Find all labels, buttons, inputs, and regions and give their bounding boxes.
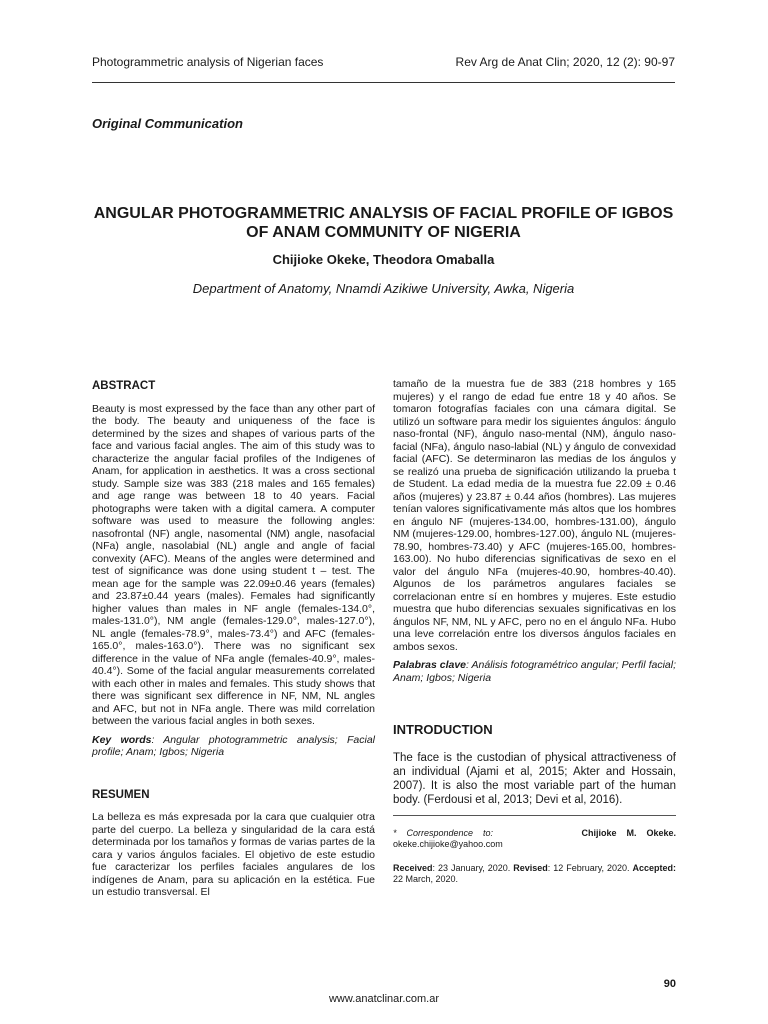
header-divider: [92, 82, 675, 83]
palabras-clave-label: Palabras clave: [393, 659, 467, 671]
resumen-text-part1: La belleza es más expresada por la cara que cualquier otra parte del cuerpo. La belleza y singularidad de la cara está determinada por los tamaños y formas de varias partes de la cara y varios ángulos faciales. El objetivo de este estudio fue caracterizar los perfiles faciales angulares de los indígenes de Anam, para su aplicación en la estética. Fue un estudio transversal. El: [92, 811, 375, 898]
correspondence-name: Chijioke M. Okeke.: [581, 827, 676, 838]
journal-citation: Rev Arg de Anat Clin; 2020, 12 (2): 90-97: [455, 55, 675, 69]
authors: Chijioke Okeke, Theodora Omaballa: [272, 252, 495, 267]
resumen-text-part2: tamaño de la muestra fue de 383 (218 hombres y 165 mujeres) y el rango de edad fue entre 18 y 40 años. Se tomaron fotografías faciales con una cámara digital. Se utilizó un software para medir los siguientes ángulos: ángulo naso-frontal (NF), ángulo naso-mental (NM), ángulo naso-facial (NFa), ángulo naso-labial (NL) y ángulo de convexidad facial (AFC). Se determinaron las medias de los ángulos y se realizó una prueba de significación utilizando la prueba t de Student. La edad media de la muestra fue 22.09 ± 0.46 años (mujeres) y 23.87 ± 0.44 años (hombres). Las mujeres tenían valores significativamente más altos que los hombres en ángulo NF (mujeres-134.00, hombres-131.00), ángulo NM (mujeres-129.00, hombres-127.00), ángulo NL (mujeres-78.90, hombres-73.40) y AFC (mujeres-165.00, hombres-163.00). No hubo diferencias significativas de sexo en el valor del ángulo NFa (mujeres-40.90, hombres-40.40). Algunos de los parámetros angulares faciales se correlacionan entre sí en hombres y mujeres. Este estudio muestra que hubo diferencias sexuales significativas en los ángulos NF, NM, NL y AFC, pero no en el ángulo NFa. Hubo una leve correlación entre los diversos ángulos faciales en ambos sexos.: [393, 378, 676, 653]
correspondence-email: okeke.chijioke@yahoo.com: [393, 839, 503, 849]
correspondence-line: [393, 828, 676, 840]
footnote-divider: [393, 815, 676, 816]
palabras-clave-text: : Análisis fotogramétrico angular; Perfil facial; Anam; Igbos; Nigeria: [393, 659, 676, 684]
received-label: Received: [393, 862, 433, 873]
introduction-heading: INTRODUCTION: [393, 722, 493, 737]
article-title: ANGULAR PHOTOGRAMMETRIC ANALYSIS OF FACIAL PROFILE OF IGBOS OF ANAM COMMUNITY OF NIGERIA: [93, 205, 674, 241]
abstract-keywords: [92, 734, 375, 759]
left-column: [92, 380, 375, 899]
footer-url[interactable]: www.anatclinar.com.ar: [328, 993, 440, 1005]
revised-label: Revised: [513, 862, 548, 873]
abstract-text: Beauty is most expressed by the face than any other part of the body. The beauty and uniqueness of the face is determined by the sizes and shapes of various parts of the face and various facial angles. The aim of this study was to characterize the angular facial profiles of the Indigenes of Anam, for application in aesthetics. It was a cross sectional study. Sample size was 383 (218 males and 165 females) and age range was between 18 to 40 years. Facial photographs were taken with a digital camera. A computer software was used to measure the following angles: nasofrontal (NF) angle, nasomental (NM) angle, nasofacial (NFa) angle, nasolabial (NL) angle and angle of facial convexity (AFC). Means of the angles were determined and test of significance was done using student t – test. The mean age for the sample was 22.09±0.46 years (females) and 23.87±0.44 years (males). Females had significantly higher values than males in NF angle (females-134.0°, males-131.0°), NM angle (females-129.0°, males-127.0°), NL angle (females-78.9°, males-73.4°) and AFC (females-165.0°, males-163.0°). There was no significant sex difference in the value of NFa angle (females-40.9°, males-40.4°). Some of the facial angular measurements correlated with each other in males and females. This study shows that there was significant sex difference in NF, NM, NL angles and AFC, but not in NFa angle. There was mild correlation between the various facial angles in both sexes.: [92, 402, 375, 727]
section-type: Original Communication: [92, 116, 243, 131]
received-date: : 23 January, 2020.: [432, 862, 514, 873]
page-number: 90: [663, 978, 676, 990]
affiliation: Department of Anatomy, Nnamdi Azikiwe University, Awka, Nigeria: [192, 281, 575, 296]
keywords-label: Key words: [92, 733, 152, 746]
running-header-title: Photogrammetric analysis of Nigerian faces: [92, 55, 324, 69]
resumen-keywords: [393, 659, 676, 684]
introduction-text: The face is the custodian of physical attractiveness of an individual (Ajami et al, 2015; Akter and Hossain, 2007). It is also the most variable part of the human body. (Ferdousi et al, 2013; Devi et al, 2016).: [393, 751, 676, 806]
abstract-heading: ABSTRACT: [92, 380, 156, 392]
accepted-label: Accepted:: [632, 862, 676, 873]
keywords-text: : Angular photogrammetric analysis; Facial profile; Anam; Igbos; Nigeria: [92, 733, 376, 758]
article-dates: [393, 863, 676, 886]
correspondence-label: * Correspondence to:: [393, 827, 494, 838]
right-column: [393, 378, 676, 886]
resumen-heading: RESUMEN: [92, 788, 150, 801]
accepted-date: 22 March, 2020.: [393, 874, 459, 884]
revised-date: : 12 February, 2020.: [547, 862, 633, 873]
